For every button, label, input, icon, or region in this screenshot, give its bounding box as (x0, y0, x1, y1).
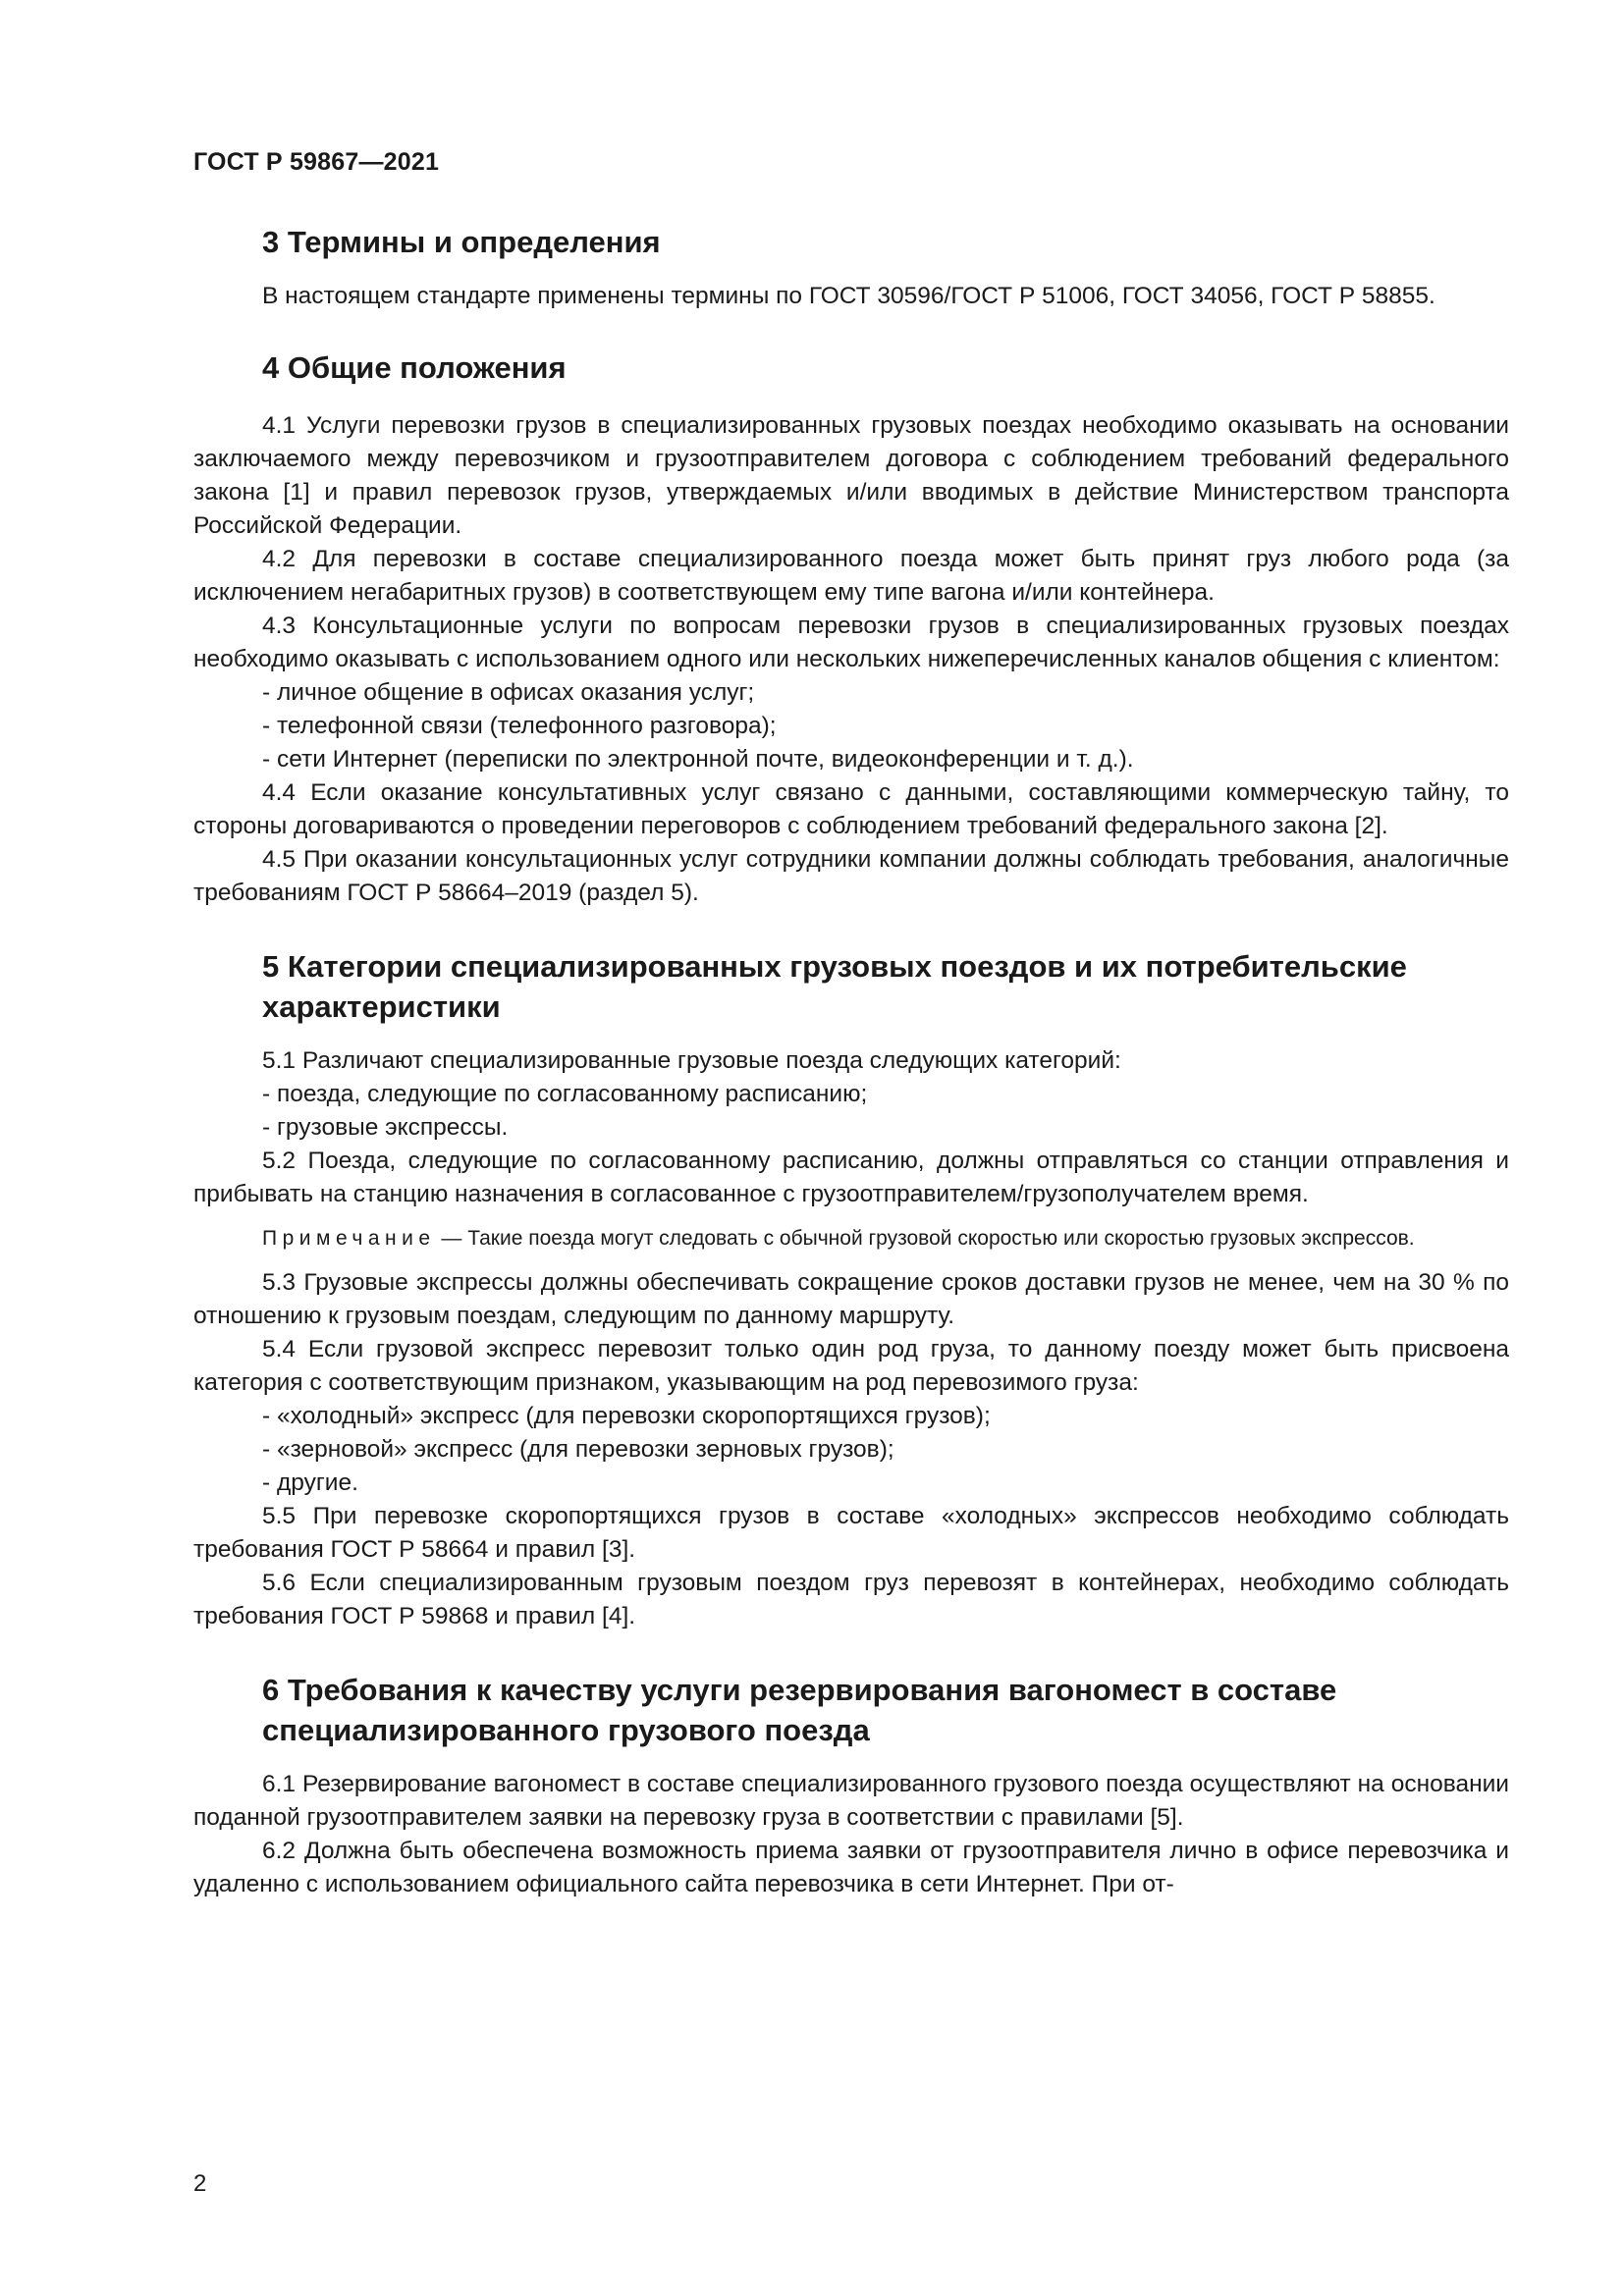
paragraph-5-2: 5.2 Поезда, следующие по согласованному расписанию, должны отправляться со станции отправления и прибывать на станцию назначения в согласованное с грузоотправителем/грузополучателем время. (193, 1148, 1509, 1207)
section-5-title-line2: характеристики (262, 989, 501, 1024)
paragraph-5-5: 5.5 При перевозке скоропортящихся грузов в составе «холодных» экспрессов необходимо соблюдать требования ГОСТ Р 58664 и правил [3]. (193, 1503, 1509, 1563)
list-item: - «холодный» экспресс (для перевозки скоропортящихся грузов); (262, 1403, 991, 1429)
paragraph-4-5: 4.5 При оказании консультационных услуг сотрудники компании должны соблюдать требования, аналогичные требованиям ГОСТ Р 58664–2019 (раздел 5). (193, 846, 1509, 906)
paragraph-4-4: 4.4 Если оказание консультативных услуг связано с данными, составляющими коммерческую тайну, то стороны договариваются о проведении переговоров с соблюдением требований федерального закона [2]. (193, 779, 1509, 839)
paragraph-5-6: 5.6 Если специализированным грузовым поездом груз перевозят в контейнерах, необходимо соблюдать требования ГОСТ Р 59868 и правил [4]. (193, 1570, 1509, 1629)
section-5-title (193, 946, 1509, 1027)
section-6-title-line2: специализированного грузового поезда (262, 1713, 870, 1747)
note-text: — Такие поезда могут следовать с обычной грузовой скоростью или скоростью грузовых экспрессов. (435, 1227, 1415, 1250)
section-3-title: 3 Термины и определения (262, 225, 661, 259)
section-5-title-line1: 5 Категории специализированных грузовых поездов и их потребительские (262, 949, 1407, 984)
section-4-title: 4 Общие положения (262, 350, 567, 385)
page-number: 2 (193, 2170, 207, 2197)
section-6-title (193, 1670, 1509, 1750)
list-item: - другие. (262, 1469, 358, 1496)
list-item: - поезда, следующие по согласованному расписанию; (262, 1081, 868, 1107)
list-item: - сети Интернет (переписки по электронной почте, видеоконференции и т. д.). (262, 746, 1134, 773)
paragraph-6-2: 6.2 Должна быть обеспечена возможность приема заявки от грузоотправителя лично в офисе перевозчика и удаленно с использованием официального сайта перевозчика в сети Интернет. При от- (193, 1838, 1509, 1897)
list-item: - телефонной связи (телефонного разговора); (262, 713, 777, 739)
paragraph-4-2: 4.2 Для перевозки в составе специализированного поезда может быть принят груз любого рода (за исключением негабаритных грузов) в соответствующем ему типе вагона и/или контейнера. (193, 546, 1509, 606)
list-item: - грузовые экспрессы. (262, 1114, 509, 1141)
note-label: Примечание (262, 1227, 436, 1250)
paragraph-5-3: 5.3 Грузовые экспрессы должны обеспечивать сокращение сроков доставки грузов не менее, чем на 30 % по отношению к грузовым поездам, следующим по данному маршруту. (193, 1269, 1509, 1329)
note (193, 1224, 1509, 1254)
list-item: - личное общение в офисах оказания услуг; (262, 679, 755, 706)
document-header: ГОСТ Р 59867—2021 (193, 148, 440, 176)
document-body (193, 222, 1509, 1901)
paragraph-5-1: 5.1 Различают специализированные грузовые поезда следующих категорий: (262, 1047, 1121, 1074)
section-3-paragraph: В настоящем стандарте применены термины по ГОСТ 30596/ГОСТ Р 51006, ГОСТ 34056, ГОСТ Р 58855. (262, 283, 1435, 309)
paragraph-4-3: 4.3 Консультационные услуги по вопросам перевозки грузов в специализированных грузовых поездах необходимо оказывать с использованием одного или нескольких нижеперечисленных каналов общения с клиентом: (193, 613, 1509, 672)
paragraph-6-1: 6.1 Резервирование вагономест в составе специализированного грузового поезда осуществляют на основании поданной грузоотправителем заявки на перевозку груза в соответствии с правилами [5]. (193, 1771, 1509, 1831)
section-6-title-line1: 6 Требования к качеству услуги резервирования вагономест в составе (262, 1673, 1337, 1707)
paragraph-4-1: 4.1 Услуги перевозки грузов в специализированных грузовых поездах необходимо оказывать на основании заключаемого между перевозчиком и грузоотправителем договора с соблюдением требований федерального закона [1] и правил перевозок грузов, утверждаемых и/или вводимых в действие Министерством транспорта Российской Федерации. (193, 412, 1509, 539)
paragraph-5-4: 5.4 Если грузовой экспресс перевозит только один род груза, то данному поезду может быть присвоена категория с соответствующим признаком, указывающим на род перевозимого груза: (193, 1336, 1509, 1396)
list-item: - «зерновой» экспресс (для перевозки зерновых грузов); (262, 1436, 894, 1463)
